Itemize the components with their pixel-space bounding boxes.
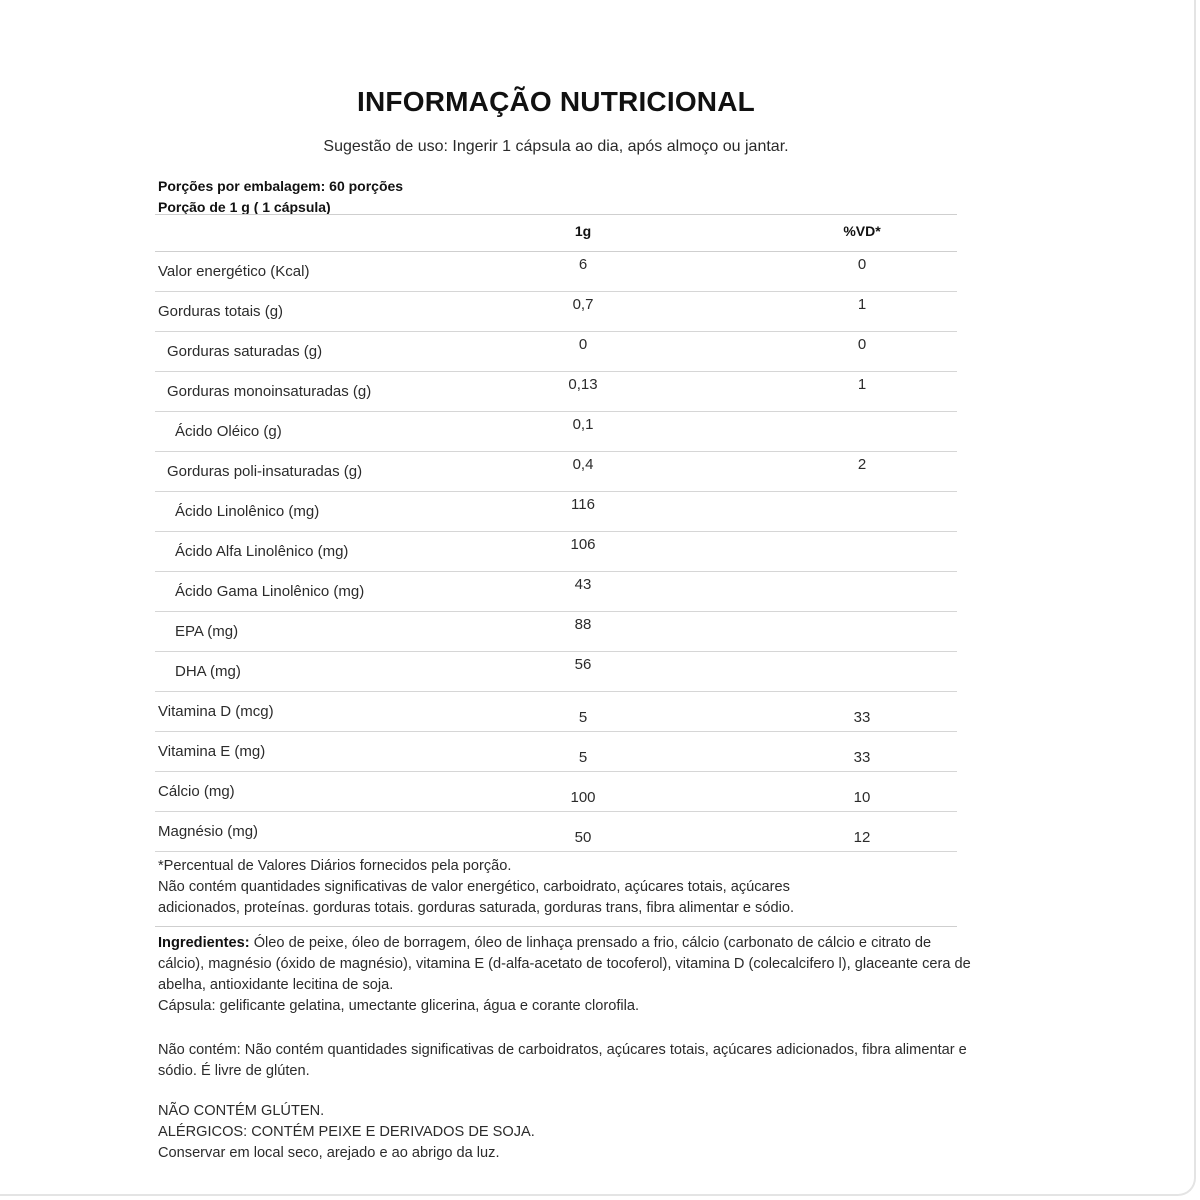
- nutrient-daily-value: 10: [853, 789, 871, 806]
- nutrient-amount: 88: [574, 616, 592, 633]
- nutrient-amount: 56: [574, 656, 592, 673]
- servings-per-package: Porções por embalagem: 60 porções: [158, 178, 404, 194]
- nutrient-label: Ácido Oléico (g): [175, 423, 282, 440]
- nutrient-amount: 0: [578, 336, 588, 353]
- nutrient-label: Gorduras totais (g): [158, 303, 284, 320]
- page-title: INFORMAÇÃO NUTRICIONAL: [357, 86, 755, 117]
- nutrition-table: [155, 214, 957, 852]
- nutrient-daily-value: 0: [857, 336, 867, 353]
- table-row: [155, 252, 957, 292]
- ingredients-text: [158, 933, 978, 996]
- dv-note: *Percentual de Valores Diários fornecidos pela porção.: [158, 858, 512, 874]
- nutrient-label: Ácido Gama Linolênico (mg): [175, 583, 365, 600]
- portion-size: Porção de 1 g ( 1 cápsula): [158, 199, 331, 215]
- nutrient-label: Vitamina D (mcg): [158, 703, 274, 720]
- nutrient-amount: 116: [571, 496, 595, 513]
- nutrient-label: DHA (mg): [175, 663, 241, 680]
- gluten-warning: NÃO CONTÉM GLÚTEN.: [158, 1103, 325, 1119]
- table-row: [155, 372, 957, 412]
- storage-instructions: Conservar em local seco, arejado e ao abrigo da luz.: [158, 1145, 500, 1161]
- table-row: [155, 572, 957, 612]
- nutrient-label: Gorduras monoinsaturadas (g): [167, 383, 372, 400]
- nutrient-daily-value: 33: [853, 709, 871, 726]
- table-row: [155, 492, 957, 532]
- allergen-warning: ALÉRGICOS: CONTÉM PEIXE E DERIVADOS DE SOJA.: [158, 1124, 535, 1140]
- ingredients-section: [158, 933, 978, 1017]
- ingredients-list: Óleo de peixe, óleo de borragem, óleo de linhaça prensado a frio, cálcio (carbonato de cálcio e citrato de cálcio), magnésio (óxido de magnésio), vitamina E (d-alfa-acetato de tocoferol), vitamina D (colecalcifero l), glaceante cera de abelha, antioxidante lecitina de soja.: [158, 935, 971, 993]
- nutrient-amount: 100: [570, 789, 596, 806]
- nutrient-amount: 5: [578, 709, 588, 726]
- nutrient-daily-value: 1: [857, 376, 867, 393]
- no-contains-note: Não contém: Não contém quantidades significativas de carboidratos, açúcares totais, açúcares adicionados, fibra alimentar e sódio. É livre de glúten.: [158, 1042, 967, 1079]
- table-row: [155, 772, 957, 812]
- nutrient-label: EPA (mg): [175, 623, 239, 640]
- nutrient-label: Cálcio (mg): [158, 783, 235, 800]
- table-row: [155, 812, 957, 852]
- table-header: [155, 214, 957, 252]
- nutrient-label: Magnésio (mg): [158, 823, 259, 840]
- servings-info: [158, 176, 403, 218]
- nutrient-amount: 50: [574, 829, 592, 846]
- nutrient-label: Gorduras poli-insaturadas (g): [167, 463, 363, 480]
- nutrient-daily-value: 0: [857, 256, 867, 273]
- nutrient-daily-value: 33: [853, 749, 871, 766]
- table-row: [155, 652, 957, 692]
- table-row: [155, 292, 957, 332]
- nutrient-label: Valor energético (Kcal): [158, 263, 310, 280]
- nutrient-amount: 0,1: [572, 416, 594, 433]
- ingredients-label: Ingredientes:: [158, 935, 250, 951]
- not-significant-line-1: Não contém quantidades significativas de valor energético, carboidrato, açúcares totais, açúcares: [158, 879, 790, 895]
- nutrient-label: Vitamina E (mg): [158, 743, 266, 760]
- table-row: [155, 692, 957, 732]
- nutrient-daily-value: 1: [857, 296, 867, 313]
- divider: [155, 926, 957, 927]
- nutrient-label: Ácido Linolênico (mg): [175, 503, 320, 520]
- column-header-amount: 1g: [574, 223, 592, 239]
- table-row: [155, 332, 957, 372]
- nutrient-daily-value: 2: [857, 456, 867, 473]
- nutrient-daily-value: 12: [853, 829, 871, 846]
- table-row: [155, 452, 957, 492]
- table-row: [155, 412, 957, 452]
- not-significant-line-2: adicionados, proteínas. gorduras totais. gorduras saturada, gorduras trans, fibra alimentar e sódio.: [158, 900, 794, 916]
- nutrient-amount: 5: [578, 749, 588, 766]
- column-header-dv: %VD*: [843, 223, 881, 239]
- table-row: [155, 532, 957, 572]
- table-row: [155, 732, 957, 772]
- nutrient-amount: 0,7: [572, 296, 594, 313]
- table-footnote: [158, 856, 958, 919]
- warnings-section: [158, 1101, 978, 1164]
- nutrient-amount: 0,4: [572, 456, 594, 473]
- nutrient-label: Ácido Alfa Linolênico (mg): [175, 543, 349, 560]
- nutrient-amount: 0,13: [568, 376, 598, 393]
- table-body: [155, 252, 957, 852]
- capsule-ingredients: Cápsula: gelificante gelatina, umectante glicerina, água e corante clorofila.: [158, 998, 640, 1014]
- nutrient-label: Gorduras saturadas (g): [167, 343, 323, 360]
- nutrient-amount: 6: [578, 256, 588, 273]
- table-row: [155, 612, 957, 652]
- usage-suggestion: Sugestão de uso: Ingerir 1 cápsula ao dia, após almoço ou jantar.: [323, 138, 789, 155]
- nutrient-amount: 43: [574, 576, 592, 593]
- nutrient-amount: 106: [570, 536, 596, 553]
